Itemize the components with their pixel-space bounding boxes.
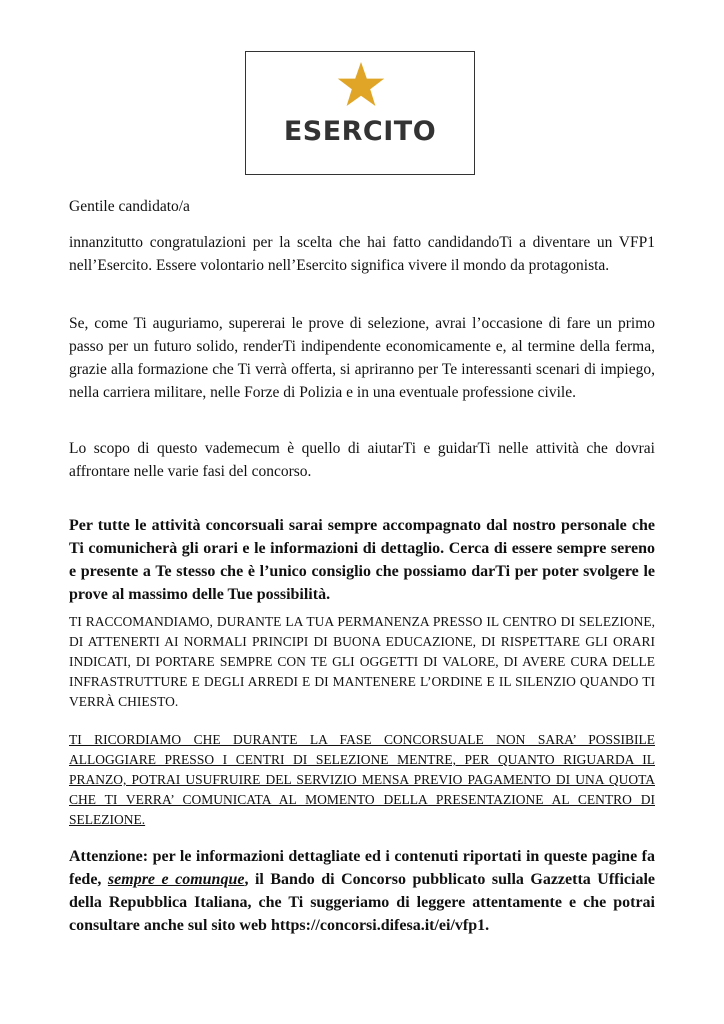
- purpose-paragraph: Lo scopo di questo vademecum è quello di aiutarTi e guidarTi nelle attività che dovrai affrontare nelle varie fasi del concorso.: [69, 440, 655, 480]
- attention-emphasis: sempre e comunque: [107, 871, 245, 888]
- lodging-notice: TI RICORDIAMO CHE DURANTE LA FASE CONCORSUALE NON SARA’ POSSIBILE ALLOGGIARE PRESSO I CENTRI DI SELEZIONE MENTRE, PER QUANTO RIGUARDA IL PRANZO, POTRAI USUFRUIRE DEL SERVIZIO MENSA PREVIO PAGAMENTO DI UNA QUOTA CHE TI VERRA’ COMUNICATA AL MOMENTO DELLA PRESENTAZIONE AL CENTRO DI SELEZIONE.: [69, 732, 655, 827]
- attention-notice: [69, 845, 655, 937]
- intro-paragraph: innanzitutto congratulazioni per la scelta che hai fatto candidandoTi a diventare un VFP1 nell’Esercito. Essere volontario nell’Esercito significa vivere il mondo da protagonista.: [69, 234, 655, 274]
- star-icon: [336, 60, 386, 110]
- conduct-notice: TI RACCOMANDIAMO, DURANTE LA TUA PERMANENZA PRESSO IL CENTRO DI SELEZIONE, DI ATTENERTI AI NORMALI PRINCIPI DI BUONA EDUCAZIONE, DI RISPETTARE GLI ORARI INDICATI, DI PORTARE SEMPRE CON TE GLI OGGETTI DI VALORE, DI AVERE CURA DELLE INFRASTRUTTURE E DEGLI ARREDI E DI MANTENERE L’ORDINE E IL SILENZIO QUANDO TI VERRÀ CHIESTO.: [69, 614, 655, 709]
- esercito-logo: [245, 51, 475, 175]
- attention-text-before: Attenzione: per le informazioni dettagliate ed i contenuti riportati in queste pagine fa fede,: [69, 848, 655, 888]
- attention-text-after: , il Bando di Concorso pubblicato sulla Gazzetta Ufficiale della Repubblica Italiana, che Ti suggeriamo di leggere attentamente e che potrai consultare anche sul sito web https://concorsi.difesa.it/ei/vfp1.: [69, 871, 656, 934]
- logo-wordmark: ESERCITO: [283, 116, 437, 147]
- greeting: Gentile candidato/a: [69, 198, 190, 215]
- bold-notice: Per tutte le attività concorsuali sarai sempre accompagnato dal nostro personale che Ti comunicherà gli orari e le informazioni di dettaglio. Cerca di essere sempre sereno e presente a Te stesso che è l’unico consiglio che possiamo darTi per poter svolgere le prove al massimo delle Tue possibilità.: [69, 517, 655, 603]
- opportunity-paragraph: Se, come Ti auguriamo, supererai le prove di selezione, avrai l’occasione di fare un primo passo per un futuro solido, renderTi indipendente economicamente e, al termine della ferma, grazie alla formazione che Ti verrà offerta, si apriranno per Te interessanti scenari di impiego, nella carriera militare, nelle Forze di Polizia e in una eventuale professione civile.: [69, 315, 655, 401]
